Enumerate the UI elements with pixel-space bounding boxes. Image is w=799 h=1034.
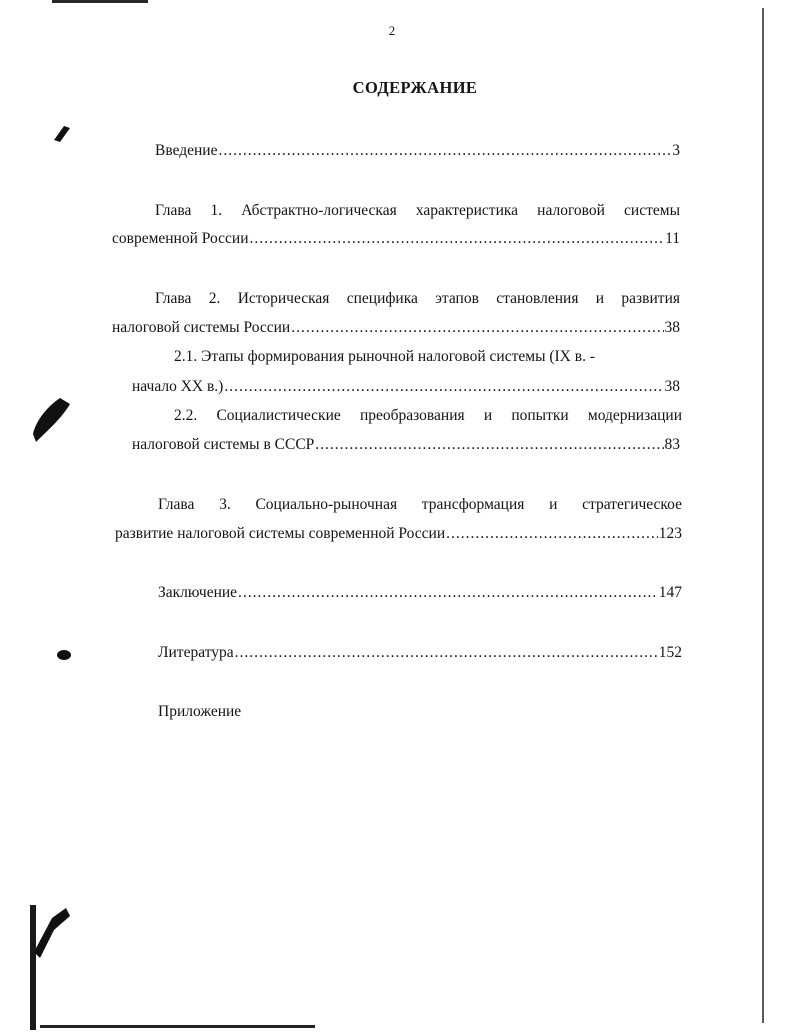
toc-entry-s22-line1[interactable]: 2.2. Социалистические преобразования и попытки модернизации [174,407,682,424]
toc-entry-literature[interactable] [158,643,682,663]
toc-entry-label: развитие налоговой системы современной России [115,525,446,542]
toc-title: СОДЕРЖАНИЕ [352,78,478,97]
toc-entry-label: современной России [112,230,249,247]
dot-leader [315,435,663,455]
dot-leader [218,141,671,161]
ink-mark-large [33,398,70,442]
toc-entry-page: 11 [665,230,680,247]
toc-entry-label: Заключение [158,584,238,601]
toc-entry-ch1-line2[interactable] [112,229,680,249]
toc-entry-conclusion[interactable] [158,583,682,603]
toc-entry-page: 83 [664,436,680,453]
right-edge-line [762,8,764,1023]
left-edge-bar [30,905,36,1030]
page-number: 2 [388,23,396,38]
toc-entry-ch3-line2[interactable] [115,524,682,544]
toc-entry-label: налоговой системы в СССР [132,436,315,453]
dot-leader [291,318,663,338]
toc-entry-page: 152 [658,644,682,661]
toc-entry-page: 38 [664,378,680,395]
ink-mark-small [54,126,70,142]
toc-entry-ch3-line1[interactable]: Глава 3. Социально-рыночная трансформация и стратегическое [158,496,682,513]
toc-entry-s21-line2[interactable] [132,377,680,397]
top-edge-mark [52,0,148,3]
dot-leader [224,377,663,397]
toc-entry-label: Литература [158,644,234,661]
toc-entry-ch1-line1[interactable]: Глава 1. Абстрактно-логическая характеристика налоговой системы [155,202,680,219]
toc-entry-s21-line1[interactable]: 2.1. Этапы формирования рыночной налоговой системы (IX в. - [174,348,595,365]
toc-entry-label: Введение [155,142,218,159]
ink-dot [57,650,71,660]
toc-entry-appendix[interactable]: Приложение [158,703,242,720]
bottom-edge-line [40,1025,315,1028]
toc-entry-intro[interactable] [155,141,680,161]
toc-entry-label: начало XX в.) [132,378,224,395]
dot-leader [235,643,658,663]
toc-entry-s22-line2[interactable] [132,435,680,455]
toc-entry-page: 123 [658,525,682,542]
toc-entry-page: 38 [664,319,680,336]
toc-entry-page: 147 [658,584,682,601]
ink-mark-bottom [34,908,70,958]
toc-entry-label: налоговой системы России [112,319,291,336]
dot-leader [446,524,658,544]
toc-entry-ch2-line2[interactable] [112,318,680,338]
toc-entry-page: 3 [672,142,680,159]
toc-entry-ch2-line1[interactable]: Глава 2. Историческая специфика этапов становления и развития [155,290,680,307]
dot-leader [250,229,665,249]
dot-leader [238,583,658,603]
